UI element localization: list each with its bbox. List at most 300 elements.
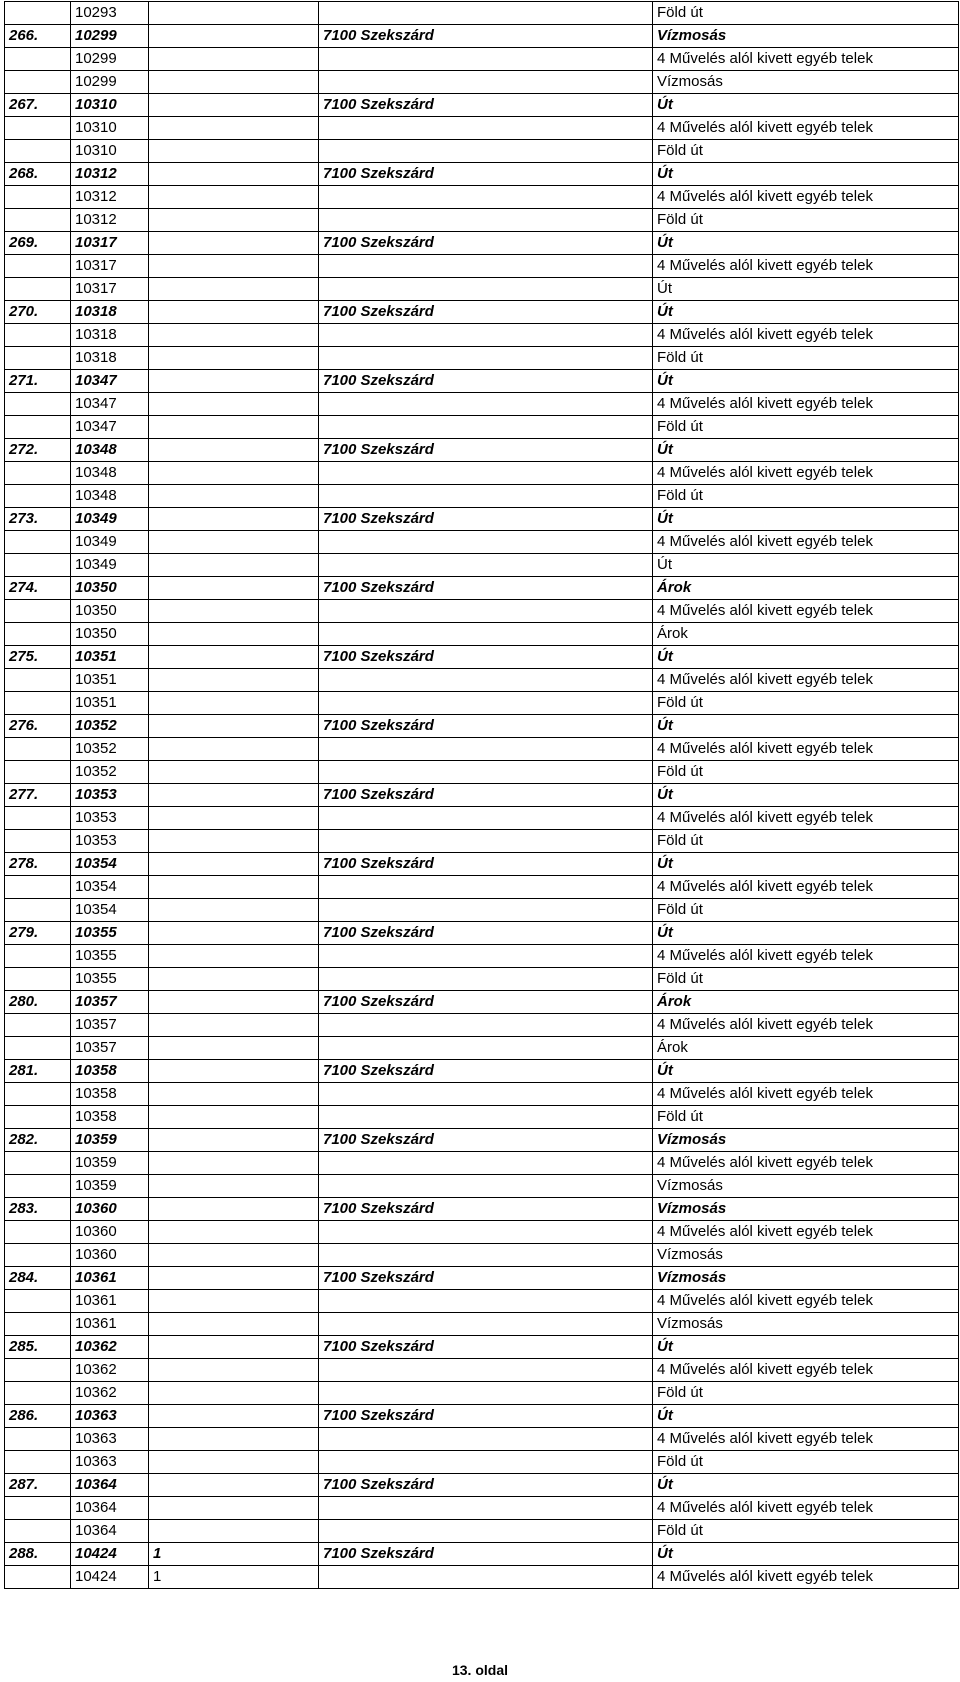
empty-cell [5,1014,71,1037]
empty-cell [319,117,653,140]
land-use-cell: 4 Művelés alól kivett egyéb telek [653,324,959,347]
table-row [5,807,959,830]
empty-cell [5,324,71,347]
empty-cell [5,669,71,692]
sub-number-cell [149,1129,319,1152]
empty-cell [5,945,71,968]
sub-number-cell [149,370,319,393]
empty-cell [319,1083,653,1106]
sub-number-cell [149,186,319,209]
empty-cell [319,1244,653,1267]
entry-header-row [5,163,959,186]
table-row [5,669,959,692]
sub-number-cell [149,71,319,94]
page-number: 13. oldal [451,1662,509,1678]
table-row [5,531,959,554]
classification-cell: Út [653,1474,959,1497]
sub-number-cell [149,25,319,48]
sub-number-cell [149,554,319,577]
table-row [5,462,959,485]
parcel-number-cell: 10350 [71,600,149,623]
entry-number-cell: 268. [5,163,71,186]
table-row [5,1290,959,1313]
empty-cell [5,393,71,416]
entry-number-cell: 288. [5,1543,71,1566]
entry-header-row [5,646,959,669]
parcel-number-cell: 10355 [71,922,149,945]
parcel-number-cell: 10353 [71,830,149,853]
parcel-number-cell: 10363 [71,1451,149,1474]
table-row [5,117,959,140]
empty-cell [5,761,71,784]
settlement-cell: 7100 Szekszárd [319,1543,653,1566]
sub-number-cell: 1 [149,1543,319,1566]
parcel-number-cell: 10348 [71,462,149,485]
sub-number-cell [149,968,319,991]
empty-cell [5,1083,71,1106]
entry-number-cell: 284. [5,1267,71,1290]
parcel-number-cell: 10312 [71,163,149,186]
entry-header-row [5,1405,959,1428]
parcel-number-cell: 10299 [71,48,149,71]
settlement-cell: 7100 Szekszárd [319,853,653,876]
table-row [5,255,959,278]
sub-number-cell [149,1520,319,1543]
sub-number-cell [149,669,319,692]
entry-number-cell: 271. [5,370,71,393]
sub-number-cell [149,462,319,485]
classification-cell: Út [653,508,959,531]
parcel-number-cell: 10357 [71,991,149,1014]
classification-cell: Út [653,370,959,393]
entry-header-row [5,232,959,255]
entry-header-row [5,1267,959,1290]
entry-header-row [5,439,959,462]
sub-number-cell [149,255,319,278]
sub-number-cell [149,945,319,968]
sub-number-cell [149,876,319,899]
sub-number-cell [149,508,319,531]
table-row [5,48,959,71]
parcel-number-cell: 10358 [71,1106,149,1129]
parcel-number-cell: 10355 [71,945,149,968]
sub-number-cell [149,1474,319,1497]
empty-cell [319,1037,653,1060]
parcel-number-cell: 10355 [71,968,149,991]
table-row [5,600,959,623]
entry-header-row [5,1198,959,1221]
parcel-number-cell: 10349 [71,508,149,531]
empty-cell [319,738,653,761]
empty-cell [319,347,653,370]
sub-number-cell: 1 [149,1566,319,1589]
land-use-cell: Föld út [653,761,959,784]
sub-number-cell [149,1106,319,1129]
empty-cell [319,945,653,968]
empty-cell [5,71,71,94]
sub-number-cell [149,623,319,646]
empty-cell [5,1290,71,1313]
empty-cell [5,485,71,508]
sub-number-cell [149,1244,319,1267]
entry-number-cell: 269. [5,232,71,255]
table-row [5,761,959,784]
entry-number-cell: 278. [5,853,71,876]
empty-cell [5,692,71,715]
land-use-cell: 4 Művelés alól kivett egyéb telek [653,393,959,416]
empty-cell [319,278,653,301]
empty-cell [319,1221,653,1244]
parcel-number-cell: 10359 [71,1152,149,1175]
parcel-number-cell: 10363 [71,1428,149,1451]
entry-number-cell: 281. [5,1060,71,1083]
table-row [5,1175,959,1198]
land-use-cell: Föld út [653,830,959,853]
entry-header-row [5,922,959,945]
empty-cell [319,1520,653,1543]
classification-cell: Vízmosás [653,1129,959,1152]
parcel-number-cell: 10347 [71,416,149,439]
parcel-number-cell: 10312 [71,186,149,209]
classification-cell: Út [653,1060,959,1083]
empty-cell [5,209,71,232]
classification-cell: Út [653,163,959,186]
empty-cell [5,416,71,439]
entry-number-cell: 286. [5,1405,71,1428]
parcel-number-cell: 10358 [71,1083,149,1106]
parcel-number-cell: 10361 [71,1267,149,1290]
parcel-number-cell: 10310 [71,94,149,117]
parcel-number-cell: 10361 [71,1290,149,1313]
parcel-number-cell: 10352 [71,715,149,738]
parcel-number-cell: 10299 [71,25,149,48]
parcel-number-cell: 10364 [71,1497,149,1520]
parcel-number-cell: 10357 [71,1037,149,1060]
land-use-cell: 4 Művelés alól kivett egyéb telek [653,462,959,485]
table-row [5,738,959,761]
land-use-cell: Árok [653,1037,959,1060]
parcel-number-cell: 10424 [71,1566,149,1589]
entry-header-row [5,1060,959,1083]
empty-cell [149,2,319,25]
land-use-cell: Föld út [653,968,959,991]
parcel-number-cell: 10359 [71,1175,149,1198]
table-row [5,830,959,853]
entry-header-row [5,301,959,324]
classification-cell: Út [653,646,959,669]
land-use-cell: Föld út [653,347,959,370]
sub-number-cell [149,646,319,669]
table-row [5,899,959,922]
land-use-cell: 4 Művelés alól kivett egyéb telek [653,1359,959,1382]
land-use-cell: Föld út [653,692,959,715]
land-use-cell: Árok [653,623,959,646]
entry-number-cell: 282. [5,1129,71,1152]
table-row [5,623,959,646]
parcel-number-cell: 10349 [71,554,149,577]
parcel-number-cell: 10348 [71,485,149,508]
sub-number-cell [149,1152,319,1175]
entry-number-cell: 277. [5,784,71,807]
empty-cell [319,1382,653,1405]
land-use-cell: 4 Művelés alól kivett egyéb telek [653,669,959,692]
land-use-cell: 4 Művelés alól kivett egyéb telek [653,531,959,554]
land-use-cell: Út [653,278,959,301]
classification-cell: Árok [653,991,959,1014]
entry-header-row [5,577,959,600]
sub-number-cell [149,899,319,922]
classification-cell: Út [653,439,959,462]
table-row [5,1014,959,1037]
empty-cell [5,462,71,485]
land-use-cell: Föld út [653,1451,959,1474]
land-use-cell: Föld út [653,485,959,508]
empty-cell [5,968,71,991]
parcel-number-cell: 10364 [71,1520,149,1543]
parcel-number-cell: 10317 [71,278,149,301]
empty-cell [5,278,71,301]
empty-cell [5,1566,71,1589]
empty-cell [5,1520,71,1543]
empty-cell [319,1106,653,1129]
parcel-number-cell: 10351 [71,669,149,692]
parcel-table [4,1,959,1589]
classification-cell: Út [653,94,959,117]
parcel-number-cell: 10360 [71,1221,149,1244]
sub-number-cell [149,1359,319,1382]
parcel-number-cell: 10349 [71,531,149,554]
table-row [5,1221,959,1244]
sub-number-cell [149,301,319,324]
land-use-cell: Föld út [653,1520,959,1543]
sub-number-cell [149,692,319,715]
empty-cell [5,2,71,25]
sub-number-cell [149,807,319,830]
settlement-cell: 7100 Szekszárd [319,439,653,462]
parcel-number-cell: 10310 [71,117,149,140]
land-use-cell: Vízmosás [653,71,959,94]
table-row [5,1451,959,1474]
sub-number-cell [149,715,319,738]
settlement-cell: 7100 Szekszárd [319,1336,653,1359]
empty-cell [5,1451,71,1474]
empty-cell [5,738,71,761]
empty-cell [5,600,71,623]
empty-cell [5,1106,71,1129]
table-row [5,1382,959,1405]
empty-cell [319,761,653,784]
empty-cell [319,669,653,692]
land-use-cell: 4 Művelés alól kivett egyéb telek [653,1014,959,1037]
settlement-cell: 7100 Szekszárd [319,301,653,324]
table-row [5,1359,959,1382]
settlement-cell: 7100 Szekszárd [319,577,653,600]
entry-header-row [5,1129,959,1152]
empty-cell [319,876,653,899]
sub-number-cell [149,600,319,623]
parcel-number-cell: 10347 [71,370,149,393]
table-row [5,1497,959,1520]
land-use-cell: Vízmosás [653,1313,959,1336]
sub-number-cell [149,1405,319,1428]
sub-number-cell [149,1037,319,1060]
sub-number-cell [149,830,319,853]
parcel-number-cell: 10293 [71,2,149,25]
empty-cell [5,117,71,140]
empty-cell [319,209,653,232]
sub-number-cell [149,1451,319,1474]
classification-cell: Út [653,301,959,324]
empty-cell [5,1037,71,1060]
table-row [5,945,959,968]
settlement-cell: 7100 Szekszárd [319,784,653,807]
entry-header-row [5,853,959,876]
parcel-number-cell: 10354 [71,876,149,899]
land-use-cell: 4 Művelés alól kivett egyéb telek [653,1221,959,1244]
settlement-cell: 7100 Szekszárd [319,922,653,945]
table-row [5,1244,959,1267]
entry-number-cell: 275. [5,646,71,669]
sub-number-cell [149,1336,319,1359]
table-row [5,1313,959,1336]
land-use-cell: Föld út [653,2,959,25]
sub-number-cell [149,94,319,117]
table-row [5,186,959,209]
entry-header-row [5,508,959,531]
parcel-number-cell: 10350 [71,623,149,646]
land-use-cell: Föld út [653,1382,959,1405]
empty-cell [5,1152,71,1175]
parcel-number-cell: 10354 [71,899,149,922]
table-row [5,393,959,416]
empty-cell [319,1290,653,1313]
land-use-cell: 4 Művelés alól kivett egyéb telek [653,807,959,830]
entry-header-row [5,1543,959,1566]
parcel-number-cell: 10424 [71,1543,149,1566]
empty-cell [319,1428,653,1451]
sub-number-cell [149,761,319,784]
classification-cell: Vízmosás [653,1198,959,1221]
sub-number-cell [149,853,319,876]
empty-cell [5,1313,71,1336]
land-use-cell: 4 Művelés alól kivett egyéb telek [653,255,959,278]
empty-cell [5,1221,71,1244]
entry-number-cell: 283. [5,1198,71,1221]
parcel-number-cell: 10353 [71,784,149,807]
empty-cell [319,71,653,94]
sub-number-cell [149,1313,319,1336]
settlement-cell: 7100 Szekszárd [319,1267,653,1290]
classification-cell: Út [653,922,959,945]
sub-number-cell [149,347,319,370]
table-row [5,968,959,991]
table-row [5,554,959,577]
empty-cell [319,140,653,163]
land-use-cell: Út [653,554,959,577]
empty-cell [319,1497,653,1520]
parcel-number-cell: 10352 [71,761,149,784]
sub-number-cell [149,1198,319,1221]
empty-cell [5,255,71,278]
entry-number-cell: 287. [5,1474,71,1497]
settlement-cell: 7100 Szekszárd [319,508,653,531]
table-row [5,692,959,715]
sub-number-cell [149,1221,319,1244]
empty-cell [5,807,71,830]
empty-cell [319,807,653,830]
empty-cell [319,1175,653,1198]
classification-cell: Út [653,232,959,255]
settlement-cell: 7100 Szekszárd [319,715,653,738]
settlement-cell: 7100 Szekszárd [319,163,653,186]
parcel-number-cell: 10348 [71,439,149,462]
land-use-cell: 4 Művelés alól kivett egyéb telek [653,1566,959,1589]
table-row [5,1520,959,1543]
sub-number-cell [149,1175,319,1198]
empty-cell [319,692,653,715]
table-row [5,1106,959,1129]
parcel-number-cell: 10353 [71,807,149,830]
empty-cell [5,1359,71,1382]
sub-number-cell [149,163,319,186]
entry-header-row [5,784,959,807]
table-row [5,1152,959,1175]
parcel-number-cell: 10362 [71,1336,149,1359]
parcel-number-cell: 10360 [71,1244,149,1267]
empty-cell [319,255,653,278]
sub-number-cell [149,439,319,462]
table-row [5,1566,959,1589]
table-row [5,209,959,232]
sub-number-cell [149,1083,319,1106]
empty-cell [5,1497,71,1520]
parcel-number-cell: 10364 [71,1474,149,1497]
empty-cell [319,48,653,71]
parcel-number-cell: 10347 [71,393,149,416]
sub-number-cell [149,1014,319,1037]
land-use-cell: Föld út [653,1106,959,1129]
land-use-cell: 4 Művelés alól kivett egyéb telek [653,1428,959,1451]
empty-cell [5,554,71,577]
parcel-number-cell: 10359 [71,1129,149,1152]
empty-cell [5,1382,71,1405]
sub-number-cell [149,278,319,301]
sub-number-cell [149,393,319,416]
sub-number-cell [149,1060,319,1083]
sub-number-cell [149,48,319,71]
settlement-cell: 7100 Szekszárd [319,1474,653,1497]
entry-header-row [5,715,959,738]
empty-cell [319,1451,653,1474]
table-row [5,485,959,508]
entry-number-cell: 272. [5,439,71,462]
empty-cell [5,830,71,853]
empty-cell [319,554,653,577]
empty-cell [319,1313,653,1336]
classification-cell: Út [653,853,959,876]
parcel-number-cell: 10318 [71,324,149,347]
settlement-cell: 7100 Szekszárd [319,1198,653,1221]
parcel-number-cell: 10352 [71,738,149,761]
sub-number-cell [149,117,319,140]
sub-number-cell [149,738,319,761]
table-row [5,71,959,94]
parcel-number-cell: 10360 [71,1198,149,1221]
settlement-cell: 7100 Szekszárd [319,1129,653,1152]
parcel-number-cell: 10310 [71,140,149,163]
empty-cell [319,2,653,25]
table-row [5,1037,959,1060]
